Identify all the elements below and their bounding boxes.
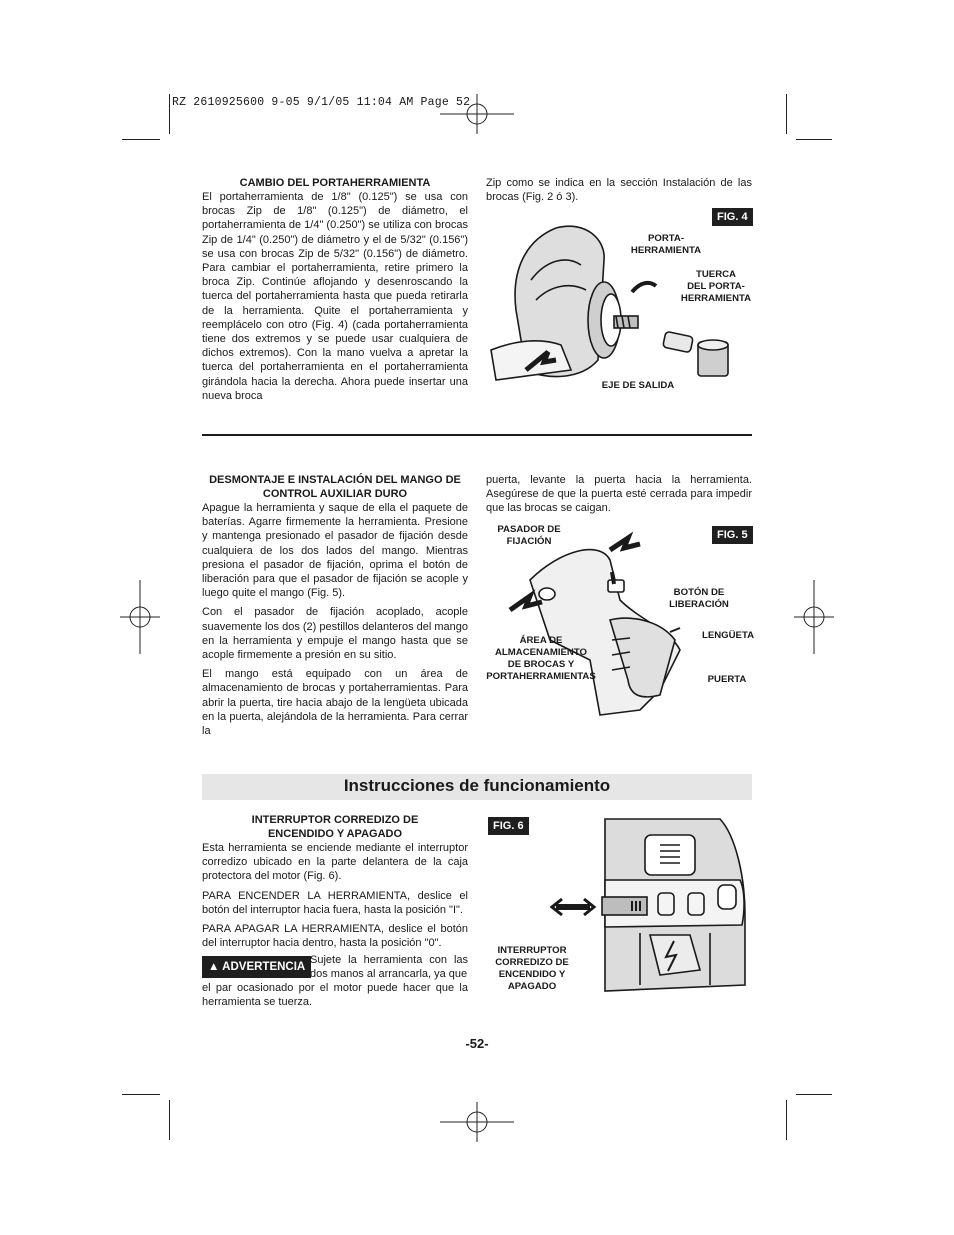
section-heading-interruptor: INTERRUPTOR CORREDIZO DE ENCENDIDO Y APAGADO — [251, 814, 419, 840]
fig-5-illustration — [500, 520, 700, 720]
warning-badge — [202, 956, 311, 978]
section-heading-portaherramienta: CAMBIO DEL PORTAHERRAMIENTA — [239, 177, 431, 189]
warning-icon: ▲ — [208, 961, 220, 973]
fig-4-illustration — [486, 220, 752, 390]
section-title-bar — [202, 774, 752, 800]
interruptor-p3: PARA APAGAR LA HERRAMIENTA, deslice el botón del interruptor hacia dentro, hasta la posición "0". — [202, 923, 468, 950]
paragraph-mango-cont: puerta, levante la puerta hacia la herramienta. Asegúrese de que la puerta esté cerrada para impedir que las brocas se caigan. — [486, 474, 752, 515]
fig-4-tag: FIG. 4 — [712, 208, 753, 226]
page-number: -52- — [465, 1036, 489, 1051]
section-divider — [202, 434, 752, 436]
fig-6-tag: FIG. 6 — [488, 817, 529, 835]
label-portaherramienta: PORTA- HERRAMIENTA — [630, 233, 702, 256]
label-boton: BOTÓN DE LIBERACIÓN — [669, 587, 729, 610]
label-pasador: PASADOR DE FIJACIÓN — [497, 524, 561, 547]
label-puerta: PUERTA — [707, 674, 747, 685]
fig-6-illustration — [550, 815, 750, 993]
printer-slug: RZ 2610925600 9-05 9/1/05 11:04 AM Page 52 — [172, 96, 471, 109]
label-eje-de-salida: EJE DE SALIDA — [601, 380, 675, 391]
label-lengueta: LENGÜETA — [701, 630, 755, 641]
warning-label: ADVERTENCIA — [222, 961, 306, 973]
fig-5-tag: FIG. 5 — [712, 526, 753, 544]
section-title: Instrucciones de funcionamiento — [343, 776, 611, 795]
paragraph-portaherramienta-cont: Zip como se indica en la sección Instalación de las brocas (Fig. 2 ó 3). — [486, 177, 752, 204]
paragraphs-interruptor — [202, 841, 468, 955]
interruptor-p2: PARA ENCENDER LA HERRAMIENTA, deslice el botón del interruptor hacia fuera, hasta la posición "I". — [202, 889, 468, 916]
warning-text-right: Sujete la herramienta con las dos manos al arrancarla, ya que — [310, 954, 468, 981]
label-tuerca: TUERCA DEL PORTA- HERRAMIENTA — [680, 269, 752, 304]
interruptor-p1: Esta herramienta se enciende mediante el interruptor corredizo ubicado en la parte delantera de la caja protectora del motor (Fig. 6). — [202, 842, 468, 883]
mango-p3: El mango está equipado con un área de almacenamiento de brocas y portaherramientas. Para abrir la puerta, tire hacia abajo de la lengüeta ubicada en la puerta, alejándola de la herramienta. Para cerrar la — [202, 668, 468, 738]
mango-p2: Con el pasador de fijación acoplado, acople suavemente los dos (2) pestillos delanteros del mango en la herramienta y empuje el mango hasta que se acople firmemente a presión en su sitio. — [202, 606, 468, 662]
label-interruptor: INTERRUPTOR CORREDIZO DE ENCENDIDO Y APAGADO — [495, 945, 569, 992]
label-area: ÁREA DE ALMACENAMIENTO DE BROCAS Y PORTAHERRAMIENTAS — [486, 635, 596, 682]
paragraph-portaherramienta: El portaherramienta de 1/8" (0.125") se usa con brocas Zip de 1/8" (0.125") de diámetro, el portaherramienta de 1/4" (0.250") se utiliza con brocas Zip de 1/4" (0.250") de diámetro y el de 5/32" (0.156") se usa con brocas Zip de 5/32" (0.156") de diámetro. Para cambiar el portaherramienta, retire primero la broca Zip. Continúe aflojando y desenroscando la tuerca del portaherramienta hasta que pueda retirarla de la herramienta. Quite el portaherramienta y reemplácelo con otro (Fig. 4) (cada portaherramienta tiene dos extremos y se puede usar cualquiera de dichos extremos). Con la mano vuelva a apretar la tuerca del portaherramienta en el portaherramienta girándola hacia la derecha. Ahora puede insertar una nueva broca — [202, 191, 468, 402]
paragraph-mango-1 — [202, 501, 468, 743]
warning-text-rest: el par ocasionado por el motor puede hacer que la herramienta se tuerza. — [202, 982, 468, 1009]
mango-p1: Apague la herramienta y saque de ella el paquete de baterías. Agarre firmemente la herramienta. Presione y mantenga presionado el pasador de fijación desde cualquiera de los dos lados del mango. Mientras presiona el pasador de fijación, oprima el botón de liberación para que el pasador de fijación se acople y luego quite el mango (Fig. 5). — [202, 502, 468, 600]
section-heading-mango: DESMONTAJE E INSTALACIÓN DEL MANGO DE CONTROL AUXILIAR DURO — [209, 474, 461, 500]
